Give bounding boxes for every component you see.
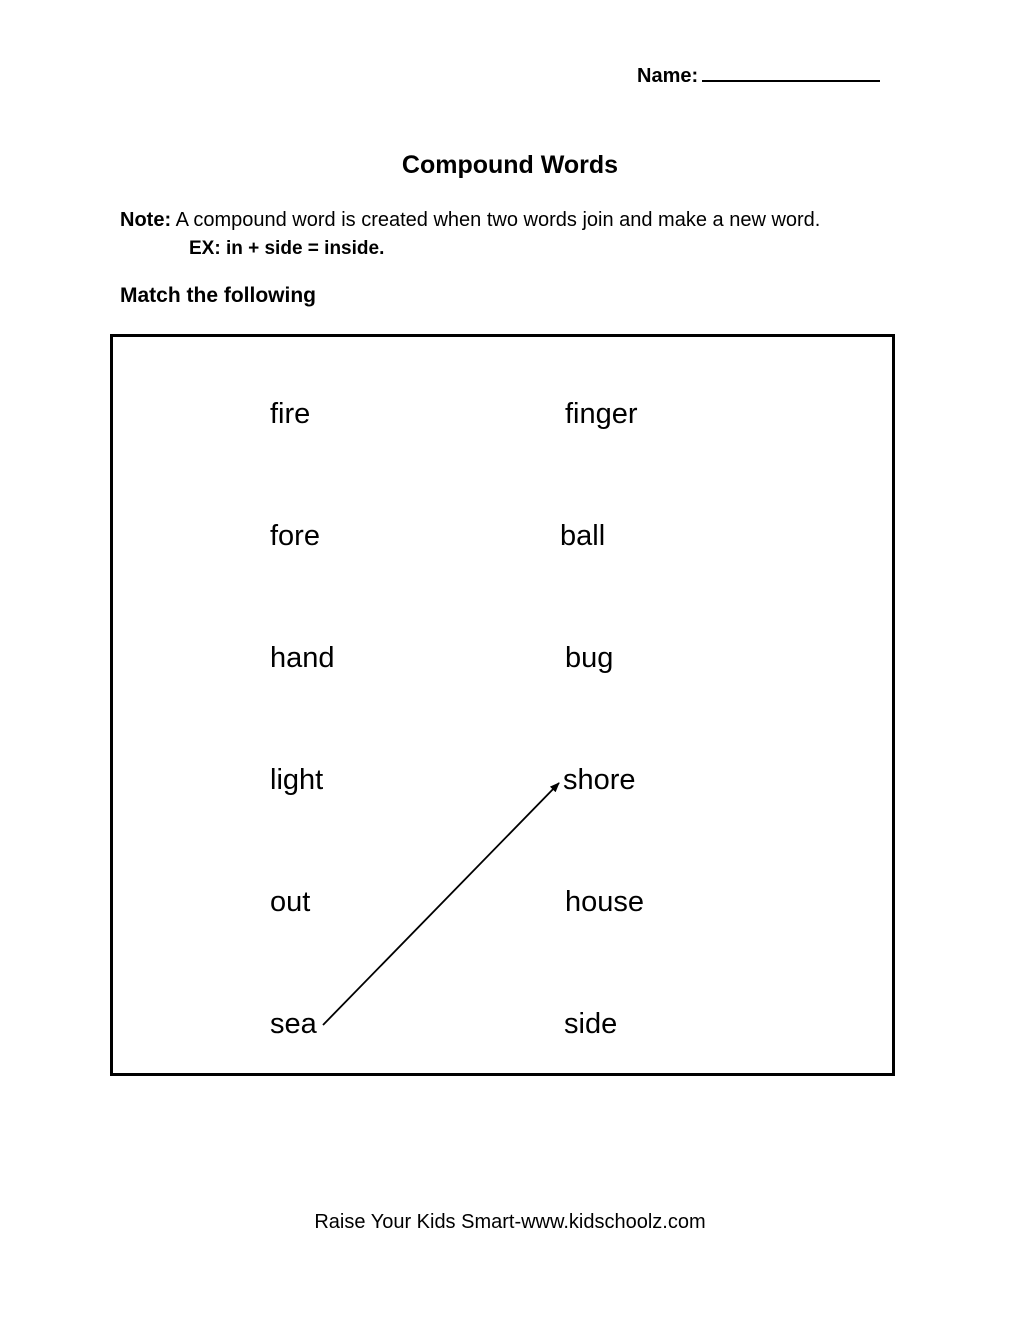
instruction-heading: Match the following [120,284,316,307]
left-word: sea [270,1008,317,1040]
footer-credit: Raise Your Kids Smart-www.kidschoolz.com [314,1211,706,1233]
worksheet-title: Compound Words [401,151,619,179]
left-word: fire [270,398,311,430]
note-label: Note: [120,209,172,231]
name-field [637,62,880,88]
right-word: shore [563,764,636,796]
right-word: finger [565,398,638,430]
right-word: house [565,886,645,918]
name-blank-line[interactable] [702,62,880,82]
right-word: ball [560,520,606,552]
left-word: out [270,886,311,918]
matching-box [110,334,895,1076]
left-word: light [270,764,324,796]
left-word: hand [270,642,335,674]
right-word: side [564,1008,618,1040]
left-word: fore [270,520,320,552]
right-word: bug [565,642,614,674]
example-line: EX: in + side = inside. [189,238,385,259]
note-text: A compound word is created when two words join and make a new word. [171,209,821,231]
note-paragraph [120,209,820,232]
name-label: Name: [637,65,699,87]
